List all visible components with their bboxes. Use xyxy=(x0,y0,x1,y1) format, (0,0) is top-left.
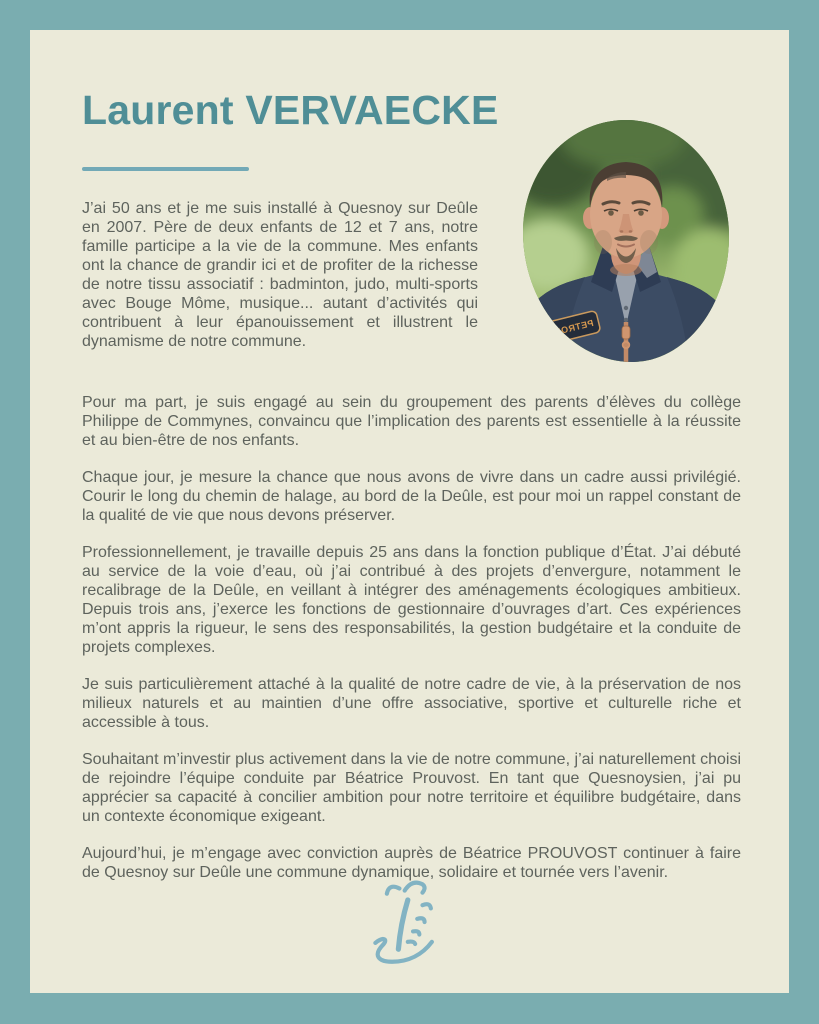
bio-paragraph-6: Souhaitant m’investir plus activement dans la vie de notre commune, j’ai naturellement choisi de rejoindre l’équipe conduite par Béatrice Prouvost. En tant que Quesnoysien, j’ai pu apprécier sa capacité à concilier ambition pour notre territoire et équilibre budgétaire, dans un contexte économique exigeant. xyxy=(82,751,741,826)
bio-paragraph-5: Je suis particulièrement attaché à la qualité de notre cadre de vie, à la préservation de nos milieux naturels et au maintien d’une offre associative, sportive et culturelle riche et accessible à tous. xyxy=(82,676,741,732)
bio-paragraph-4: Professionnellement, je travaille depuis 25 ans dans la fonction publique d’État. J’ai débuté au service de la voie d’eau, où j’ai contribué à des projets d’envergure, notamment le recalibrage de la Deûle, en veillant à intégrer des aménagements écologiques ambitieux. Depuis trois ans, j’exerce les fonctions de gestionnaire d’ouvrages d’art. Ces expériences m’ont appris la rigueur, le sens des responsabilités, la gestion budgétaire et la conduite de projets complexes. xyxy=(82,544,741,657)
page-title: Laurent VERVAECKE xyxy=(82,87,499,133)
patch-label: PETROL xyxy=(553,317,595,338)
bio-paragraph-3: Chaque jour, je mesure la chance que nous avons de vivre dans un cadre aussi privilégié. Courir le long du chemin de halage, au bord de la Deûle, est pour moi un rappel constant de la qualité de vie que nous devons préserver. xyxy=(82,469,741,525)
flyer-content xyxy=(30,30,789,993)
commune-brush-logo-icon xyxy=(370,878,454,967)
title-divider xyxy=(82,167,249,171)
bio-paragraph-1: J’ai 50 ans et je me suis installé à Quesnoy sur Deûle en 2007. Père de deux enfants de 12 et 7 ans, notre famille participe a la vie de la commune. Mes enfants ont la chance de grandir ici et de profiter de la richesse de notre tissu associatif : badminton, judo, multi-sports avec Bouge Môme, musique... autant d’activités qui contribuent à leur épanouissement et illustrent le dynamisme de notre commune. xyxy=(82,200,478,351)
bio-paragraph-2: Pour ma part, je suis engagé au sein du groupement des parents d’élèves du collège Philippe de Commynes, convaincu que l’implication des parents est essentielle à la réussite et au bien-être de nos enfants. xyxy=(82,394,741,450)
bio-paragraph-7: Aujourd’hui, je m’engage avec conviction auprès de Béatrice PROUVOST continuer à faire de Quesnoy sur Deûle une commune dynamique, solidaire et tournée vers l’avenir. xyxy=(82,845,741,882)
